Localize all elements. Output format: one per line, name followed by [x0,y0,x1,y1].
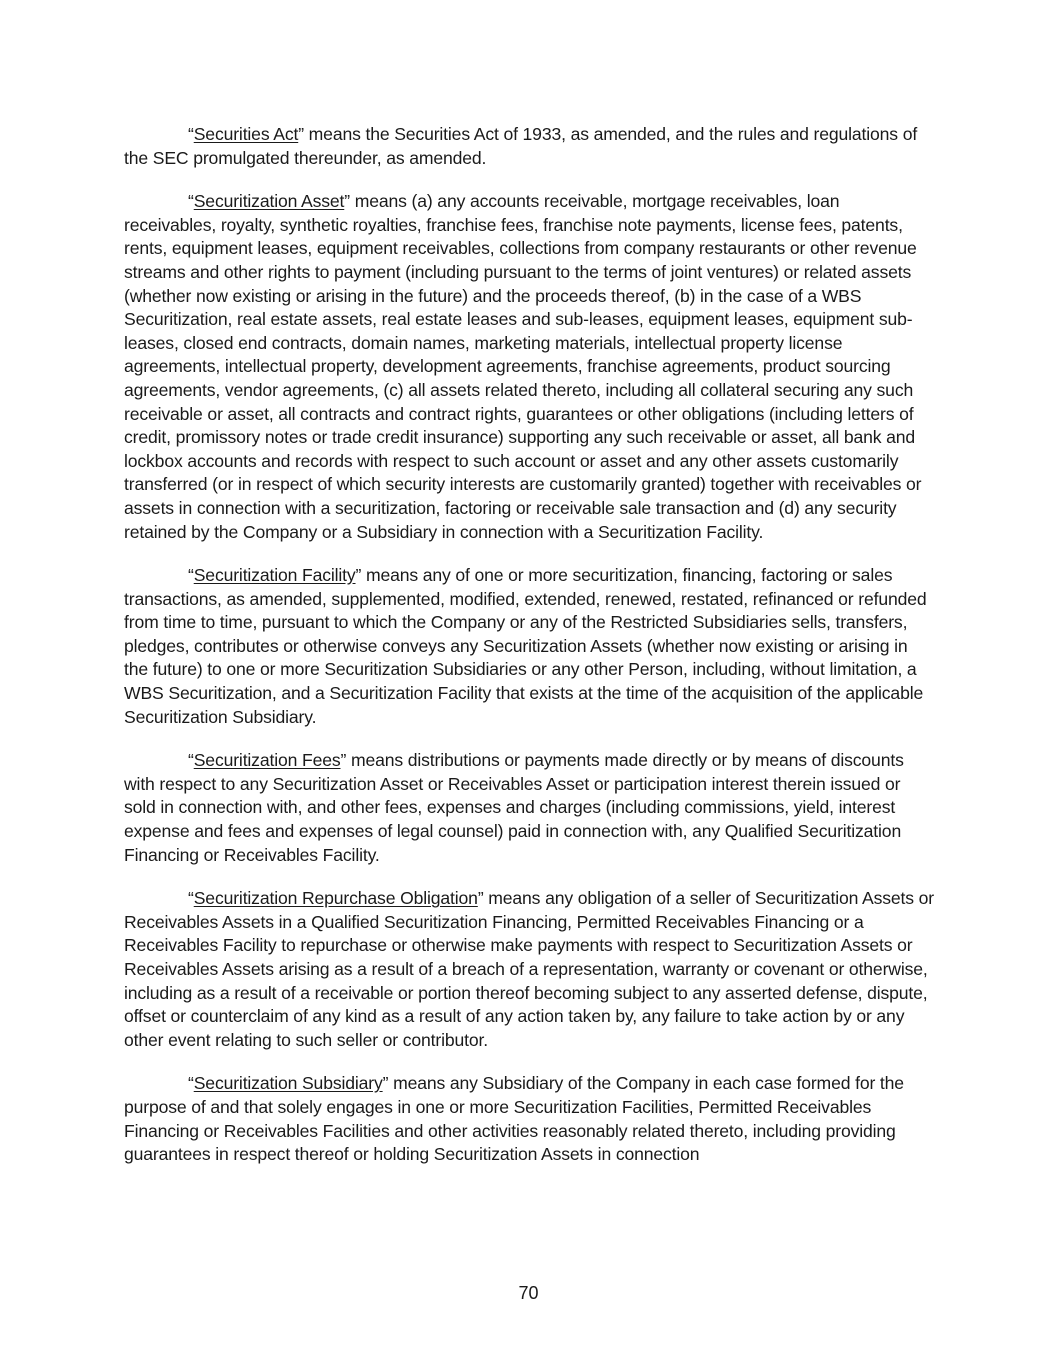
open-quote: “ [188,191,194,212]
open-quote: “ [188,888,194,909]
definition-securitization-asset [124,190,936,544]
definition-text: means any obligation of a seller of Securitization Assets or Receivables Assets in a Qualified Securitization Financing, Permitted Receivables Financing or a Receivables Facility to repurchase or otherwise make payments with respect to Securitization Assets or Receivables Assets arising as a result of a breach of a representation, warranty or covenant or otherwise, including as a result of a receivable or portion thereof becoming subject to any asserted defense, dispute, offset or counterclaim of any kind as a result of any action taken by, any failure to take action by or any other event relating to such seller or contributor. [124,888,935,1050]
defined-term: Securities Act [193,124,299,144]
definition-text: means (a) any accounts receivable, mortgage receivables, loan receivables, royalty, synthetic royalties, franchise fees, franchise note payments, license fees, patents, rents, equipment leases, equipment receivables, collections from company restaurants or other revenue streams and other rights to payment (including pursuant to the terms of joint ventures) or related assets (whether now existing or arising in the future) and the proceeds thereof, (b) in the case of a WBS Securitization, real estate assets, real estate leases and sub-leases, equipment leases, equipment sub-leases, closed end contracts, domain names, marketing materials, intellectual property license agreements, intellectual property, development agreements, franchise agreements, product sourcing agreements, vendor agreements, (c) all assets related thereto, including all collateral securing any such receivable or asset, all contracts and contract rights, guarantees or other obligations (including letters of credit, promissory notes or trade credit insurance) supporting any such receivable or asset, all bank and lockbox accounts and records with respect to such account or asset and any other assets customarily transferred (or in respect of which security interests are customarily granted) together with receivables or assets in connection with a securitization, factoring or receivable sale transaction and (d) any security retained by the Company or a Subsidiary in connection with a Securitization Facility. [124,191,922,542]
open-quote: “ [188,1073,194,1094]
page-number: 70 [518,1283,539,1303]
defined-term: Securitization Subsidiary [193,1073,383,1094]
definition-text: means any Subsidiary of the Company in each case formed for the purpose of and that solely engages in one or more Securitization Facilities, Permitted Receivables Financing or Receivables Facilities and other activities reasonably related thereto, including providing guarantees in respect thereof or holding Securitization Assets in connection [124,1073,904,1165]
defined-term: Securitization Fees [193,750,341,771]
open-quote: “ [188,750,194,771]
defined-term: Securitization Repurchase Obligation [193,888,478,909]
close-quote: ” [477,888,484,909]
open-quote: “ [188,124,194,144]
definition-securitization-repurchase-obligation [124,887,936,1052]
defined-term: Securitization Facility [193,565,356,586]
definition-securitization-facility [124,564,936,729]
definition-text: means distributions or payments made directly or by means of discounts with respect to any Securitization Asset or Receivables Asset or participation interest therein issued or sold in connection with, and other fees, expenses and charges (including commissions, yield, interest expense and fees and expenses of legal counsel) paid in connection with, any Qualified Securitization Financing or Receivables Facility. [124,750,904,865]
close-quote: ” [355,565,362,586]
close-quote: ” [382,1073,389,1094]
close-quote: ” [340,750,347,771]
definition-securities-act [124,123,936,170]
open-quote: “ [188,565,194,586]
definition-text: means the Securities Act of 1933, as amended, and the rules and regulations of the SEC promulgated thereunder, as amended. [124,124,918,168]
close-quote: ” [298,124,304,144]
definition-securitization-subsidiary [124,1072,936,1166]
defined-term: Securitization Asset [193,191,345,212]
definition-text: means any of one or more securitization, financing, factoring or sales transactions, as amended, supplemented, modified, extended, renewed, restated, refinanced or refunded from time to time, pursuant to which the Company or any of the Restricted Subsidiaries sells, transfers, pledges, contributes or otherwise conveys any Securitization Assets (whether now existing or arising in the future) to one or more Securitization Subsidiaries or any other Person, including, without limitation, a WBS Securitization, and a Securitization Facility that exists at the time of the acquisition of the applicable Securitization Subsidiary. [124,565,927,727]
document-body [124,123,936,1187]
definition-securitization-fees [124,749,936,867]
close-quote: ” [344,191,350,212]
